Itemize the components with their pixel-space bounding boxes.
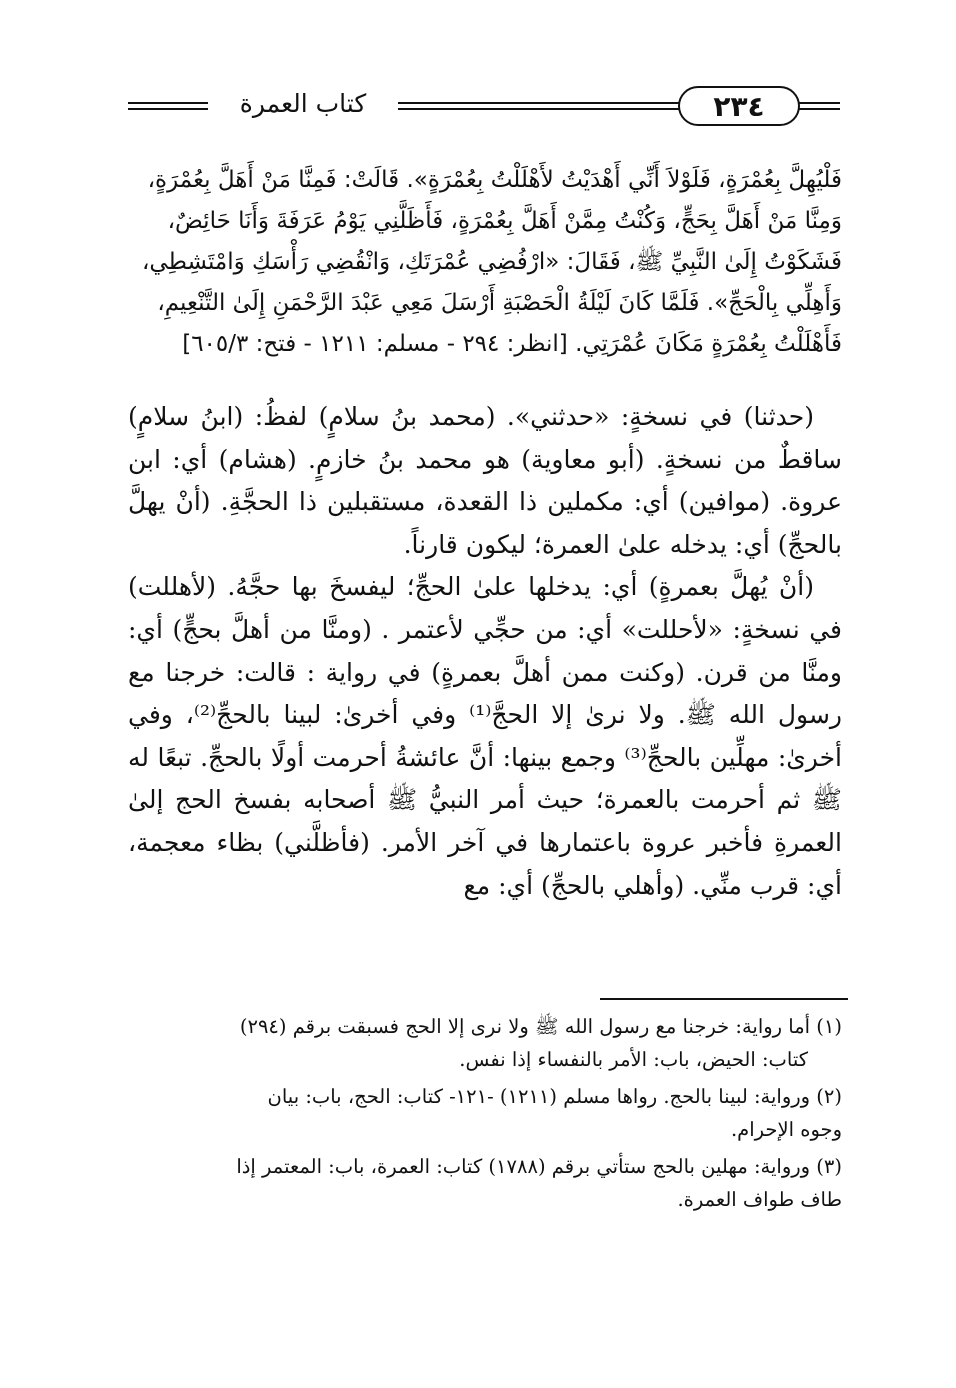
hadith-line: وَمِنَّا مَنْ أَهَلَّ بِحَجٍّ، وَكُنْتُ مِمَّنْ أَهَلَّ بِعُمْرَةٍ، فَأَظَلَّنِي يَوْمُ عَرَفَةَ وَأَنَا حَائِضٌ، bbox=[167, 208, 842, 234]
running-title: كتاب العمرة bbox=[208, 84, 398, 124]
hadith-line: فَلْيُهِلَّ بِعُمْرَةٍ، فَلَوْلاَ أَنِّي أَهْدَيْتُ لأَهْلَلْتُ بِعُمْرَةٍ». قَالَتْ: فَمِنَّا مَنْ أَهَلَّ بِعُمْرَةٍ، bbox=[147, 167, 842, 193]
footnote-text: (٢) ورواية: لبينا بالحج. رواها مسلم (١٢١١) -١٢١- كتاب: الحج، باب: بيان bbox=[267, 1085, 842, 1108]
footnotes bbox=[128, 1010, 842, 1220]
footnote-separator bbox=[600, 998, 848, 1000]
footnote-3 bbox=[128, 1150, 842, 1216]
footnote-text: (٣) ورواية: مهلين بالحج ستأتي برقم (١٧٨٨) كتاب: العمرة، باب: المعتمر إذا bbox=[236, 1155, 842, 1178]
footnote-text: طاف طواف العمرة. bbox=[677, 1188, 842, 1211]
footnote-text: وجوه الإحرام. bbox=[730, 1118, 842, 1141]
page-header bbox=[128, 82, 840, 132]
hadith-line: وَأَهِلِّي بِالْحَجِّ». فَلَمَّا كَانَ لَيْلَةُ الْحَصْبَةِ أَرْسَلَ مَعِي عَبْدَ الرَّحْمَنِ إِلَىٰ التَّنْعِيمِ، bbox=[157, 290, 842, 316]
commentary-paragraph: (أنْ يُهلَّ بعمرةٍ) أي: يدخلها علىٰ الحجِّ؛ ليفسخَ بها حجَّهُ. (لأهللت) في نسخةٍ: «لأحللت» أي: من حجِّي لأعتمر . (ومنَّا من أهلَّ بحجٍّ) أي: ومنَّا من قرن. (وكنت ممن أهلَّ بعمرةٍ) في رواية : قالت: خرجنا مع رسول الله ﷺ. ولا نرىٰ إلا الحجَّ⁽¹⁾ وفي أخرىٰ: لبينا بالحجِّ⁽²⁾، وفي أخرىٰ: مهلِّين بالحجِّ⁽³⁾ وجمع بينها: أنَّ عائشةُ أحرمت أولًا بالحجِّ. تبعًا له ﷺ ثم أحرمت بالعمرة؛ حيث أمر النبيُّ ﷺ أصحابه بفسخ الحج إلىٰ العمرةِ فأخبر عروة باعتمارها في آخر الأمر. (فأظلَّني) بظاء معجمة، أي: قرب منِّي. (وأهلي بالحجِّ) أي: مع bbox=[128, 572, 842, 900]
footnote-text: (١) أما رواية: خرجنا مع رسول الله ﷺ ولا نرى إلا الحج فسبقت برقم (٢٩٤) bbox=[239, 1015, 842, 1038]
page-number: ٢٣٤ bbox=[678, 86, 800, 126]
footnote-text: كتاب: الحيض، باب: الأمر بالنفساء إذا نفس. bbox=[459, 1048, 808, 1071]
footnote-1 bbox=[128, 1010, 842, 1076]
hadith-reference-line: فَأَهْلَلْتُ بِعُمْرَةٍ مَكَانَ عُمْرَتِي. [انظر: ٢٩٤ - مسلم: ١٢١١ - فتح: ٦٠٥/٣] bbox=[182, 331, 842, 357]
commentary-text bbox=[128, 396, 842, 907]
commentary-paragraph: (حدثنا) في نسخةٍ: «حدثني». (محمد بنُ سلامٍ) لفظُ: (ابنُ سلامٍ) ساقطٌ من نسخةٍ. (أبو معاوية) هو محمد بنُ خازمٍ. (هشام) أي: ابن عروة. (موافين) أي: مكملين ذا القعدة، مستقبلين ذا الحجَّةِ. (أنْ يهلَّ بالحجِّ) أي: يدخله علىٰ العمرة؛ ليكون قارناً. bbox=[128, 402, 842, 559]
hadith-line: فَشَكَوْتُ إِلَىٰ النَّبِيِّ ﷺ، فَقَالَ: «ارْفُضِي عُمْرَتَكِ، وَانْقُضِي رَأْسَكِ وَامْتَشِطِي، bbox=[141, 249, 842, 275]
footnote-2 bbox=[128, 1080, 842, 1146]
hadith-text bbox=[128, 160, 842, 365]
